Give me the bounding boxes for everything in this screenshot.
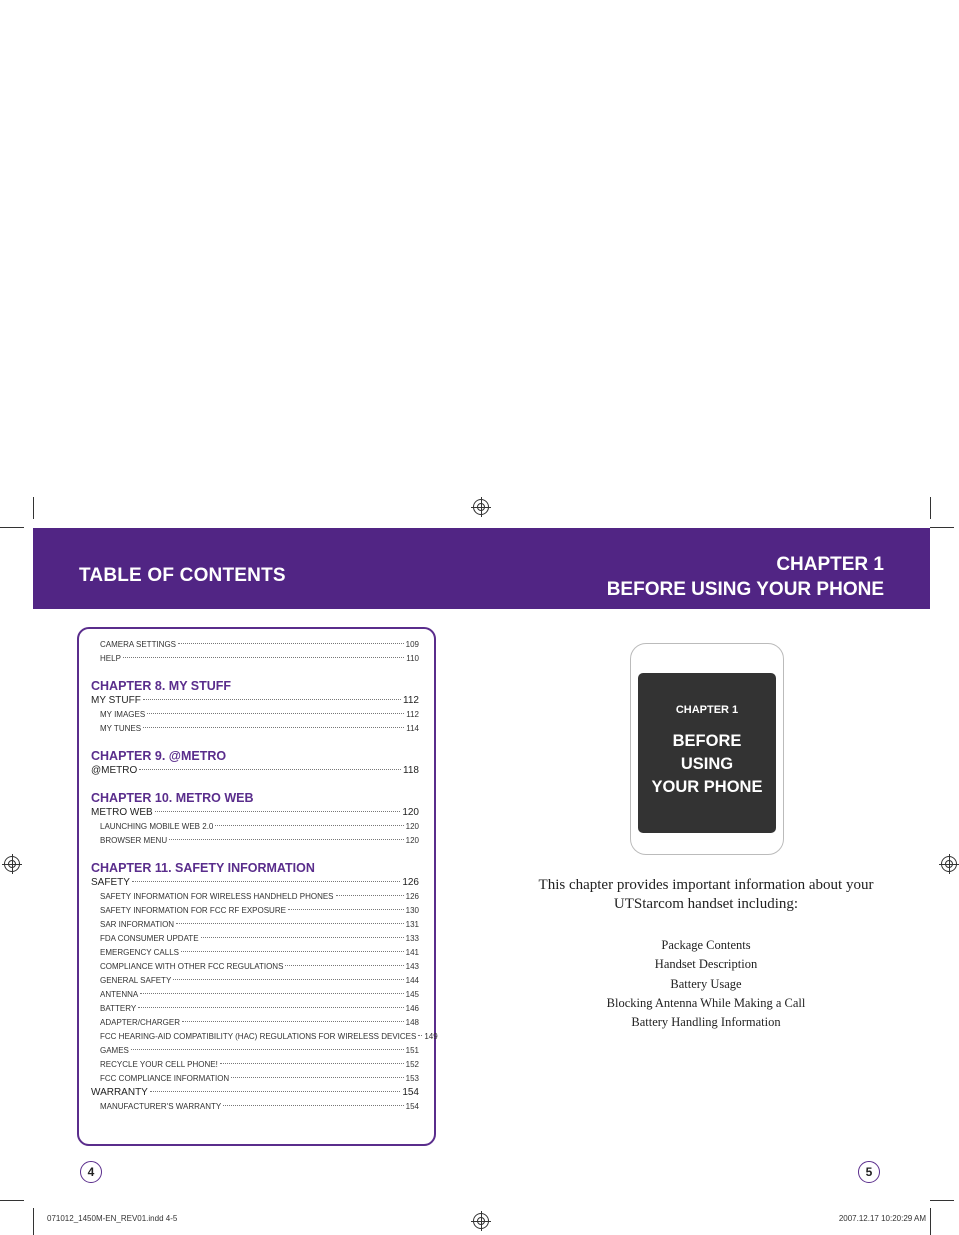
toc-entry-title: SAFETY <box>91 877 130 888</box>
footer-timestamp: 2007.12.17 10:20:29 AM <box>838 1214 926 1223</box>
dot-leader <box>176 923 404 924</box>
toc-subentry[interactable] <box>91 1058 419 1072</box>
toc-subentry[interactable] <box>91 932 419 946</box>
toc-entry-title: GENERAL SAFETY <box>100 976 172 985</box>
page-number-left: 4 <box>80 1161 102 1183</box>
dot-leader <box>155 811 401 812</box>
dot-leader <box>231 1077 403 1078</box>
toc-subentry[interactable] <box>91 1002 419 1016</box>
toc-subentry[interactable] <box>91 1044 419 1058</box>
toc-entry-page: 109 <box>405 640 419 649</box>
footer-file-info: 071012_1450M-EN_REV01.indd 4-5 <box>47 1214 178 1223</box>
toc-subentry[interactable] <box>91 708 419 722</box>
registration-mark-icon <box>4 856 20 872</box>
topic-list <box>586 936 826 1032</box>
crop-mark <box>930 527 954 528</box>
registration-mark-icon <box>473 1213 489 1229</box>
toc-subentry[interactable] <box>91 834 419 848</box>
toc-entry-title: CAMERA SETTINGS <box>100 640 177 649</box>
toc-entry-page: 133 <box>405 934 419 943</box>
toc-entry-page: 120 <box>405 836 419 845</box>
toc-entry-page: 149 <box>424 1032 438 1041</box>
toc-entry-title: SAR INFORMATION <box>100 920 175 929</box>
toc-subentry[interactable] <box>91 820 419 834</box>
toc-list <box>91 638 438 1114</box>
toc-entry-title: MY TUNES <box>100 724 142 733</box>
toc-entry-title: SAFETY INFORMATION FOR WIRELESS HANDHELD PHONES <box>100 892 334 901</box>
dot-leader <box>182 1021 404 1022</box>
phone-screen <box>638 673 776 833</box>
toc-subentry[interactable] <box>91 1072 419 1086</box>
topic-item: Package Contents <box>661 938 751 952</box>
chapter-heading-line2: BEFORE USING YOUR PHONE <box>606 579 884 600</box>
toc-entry-title: ADAPTER/CHARGER <box>100 1018 181 1027</box>
toc-entry[interactable] <box>91 876 419 890</box>
toc-entry-title: GAMES <box>100 1046 129 1055</box>
toc-entry-page: 112 <box>403 695 419 706</box>
toc-entry-page: 152 <box>405 1060 419 1069</box>
screen-title-line1: BEFORE <box>672 732 742 750</box>
toc-entry-title: METRO WEB <box>91 807 153 818</box>
chapter-heading <box>607 552 884 602</box>
dot-leader <box>173 979 403 980</box>
toc-subentry[interactable] <box>91 638 419 652</box>
dot-leader <box>123 657 404 658</box>
toc-entry-page: 144 <box>405 976 419 985</box>
crop-mark <box>0 527 24 528</box>
page-number-right: 5 <box>858 1161 880 1183</box>
crop-mark <box>33 1208 34 1235</box>
screen-title-line2: USING <box>680 755 734 773</box>
toc-entry-title: EMERGENCY CALLS <box>100 948 179 957</box>
toc-entry-page: 120 <box>405 822 419 831</box>
toc-entry-page: 143 <box>405 962 419 971</box>
dot-leader <box>143 699 401 700</box>
crop-mark <box>33 497 34 519</box>
dot-leader <box>178 643 404 644</box>
topic-item: Battery Handling Information <box>631 1015 781 1030</box>
registration-mark-icon <box>941 856 957 872</box>
toc-entry-title: BROWSER MENU <box>100 836 168 845</box>
toc-entry-title: FCC HEARING-AID COMPATIBILITY (HAC) REGULATIONS FOR WIRELESS DEVICES <box>100 1032 417 1041</box>
dot-leader <box>143 727 404 728</box>
crop-mark <box>930 1200 954 1201</box>
toc-subentry[interactable] <box>91 904 419 918</box>
chapter-heading-line1: CHAPTER 1 <box>776 554 884 575</box>
dot-leader <box>220 1063 404 1064</box>
toc-subentry[interactable] <box>91 890 419 904</box>
dot-leader <box>140 993 403 994</box>
toc-entry-page: 153 <box>405 1074 419 1083</box>
toc-entry-page: 112 <box>406 710 419 719</box>
toc-entry-page: 146 <box>405 1004 419 1013</box>
dot-leader <box>181 951 404 952</box>
toc-subentry[interactable] <box>91 960 419 974</box>
dot-leader <box>147 713 404 714</box>
topic-item: Handset Description <box>654 957 758 972</box>
toc-entry[interactable] <box>91 764 419 778</box>
registration-mark-icon <box>473 499 489 515</box>
crop-mark <box>930 497 931 519</box>
dot-leader <box>223 1105 403 1106</box>
toc-subentry[interactable] <box>91 652 419 666</box>
toc-entry-page: 141 <box>405 948 419 957</box>
toc-subentry[interactable] <box>91 1100 419 1114</box>
toc-entry-title: LAUNCHING MOBILE WEB 2.0 <box>100 822 214 831</box>
dot-leader <box>132 881 400 882</box>
toc-entry-page: 114 <box>406 724 419 733</box>
topic-item: Blocking Antenna While Making a Call <box>606 995 806 1010</box>
intro-paragraph: This chapter provides important information about your UTStarcom handset including: <box>538 877 874 912</box>
dot-leader <box>418 1035 422 1036</box>
toc-entry-page: 154 <box>402 1087 419 1098</box>
toc-entry-title: RECYCLE YOUR CELL PHONE! <box>100 1060 218 1069</box>
toc-entry-page: 110 <box>406 654 419 663</box>
dot-leader <box>215 825 403 826</box>
screen-title-line3: YOUR PHONE <box>651 778 763 796</box>
crop-mark <box>930 1208 931 1235</box>
toc-entry-title: MY IMAGES <box>100 710 146 719</box>
toc-entry-page: 145 <box>405 990 419 999</box>
toc-entry-title: FCC COMPLIANCE INFORMATION <box>100 1074 230 1083</box>
dot-leader <box>201 937 404 938</box>
toc-entry-title: SAFETY INFORMATION FOR FCC RF EXPOSURE <box>100 906 286 915</box>
toc-entry-title: ANTENNA <box>100 990 139 999</box>
toc-entry-page: 118 <box>403 765 419 776</box>
toc-subentry[interactable] <box>91 918 419 932</box>
dot-leader <box>139 769 401 770</box>
toc-entry[interactable] <box>91 806 419 820</box>
dot-leader <box>336 895 404 896</box>
toc-entry-page: 120 <box>402 807 419 818</box>
toc-entry-page: 126 <box>402 877 419 888</box>
screen-title <box>638 730 776 799</box>
toc-entry-page: 126 <box>405 892 419 901</box>
topic-item: Battery Usage <box>670 976 742 991</box>
toc-entry[interactable] <box>91 1086 419 1100</box>
toc-entry-title: MY STUFF <box>91 695 141 706</box>
toc-chapter-heading: CHAPTER 8. MY STUFF <box>91 679 232 693</box>
toc-entry-page: 154 <box>405 1102 419 1111</box>
screen-chapter-label: CHAPTER 1 <box>675 704 739 716</box>
toc-entry-title: @METRO <box>91 765 138 776</box>
toc-chapter-heading: CHAPTER 10. METRO WEB <box>91 791 254 805</box>
toc-subentry[interactable] <box>91 974 419 988</box>
toc-entry-title: BATTERY <box>100 1004 137 1013</box>
dot-leader <box>285 965 403 966</box>
toc-chapter-heading: CHAPTER 11. SAFETY INFORMATION <box>91 861 315 875</box>
toc-subentry[interactable] <box>91 1016 419 1030</box>
toc-entry[interactable] <box>91 694 419 708</box>
toc-chapter-heading: CHAPTER 9. @METRO <box>91 749 227 763</box>
toc-subentry[interactable] <box>91 1030 438 1044</box>
toc-heading: TABLE OF CONTENTS <box>79 565 286 586</box>
toc-entry-page: 130 <box>405 906 419 915</box>
toc-entry-title: WARRANTY <box>91 1087 148 1098</box>
toc-subentry[interactable] <box>91 988 419 1002</box>
dot-leader <box>138 1007 403 1008</box>
crop-mark <box>0 1200 24 1201</box>
dot-leader <box>169 839 404 840</box>
toc-entry-page: 148 <box>405 1018 419 1027</box>
toc-subentry[interactable] <box>91 946 419 960</box>
dot-leader <box>150 1091 400 1092</box>
toc-entry-title: FDA CONSUMER UPDATE <box>100 934 199 943</box>
dot-leader <box>288 909 404 910</box>
toc-entry-title: COMPLIANCE WITH OTHER FCC REGULATIONS <box>100 962 284 971</box>
toc-entry-page: 151 <box>405 1046 419 1055</box>
toc-subentry[interactable] <box>91 722 419 736</box>
toc-entry-title: MANUFACTURER'S WARRANTY <box>100 1102 222 1111</box>
dot-leader <box>131 1049 404 1050</box>
toc-entry-page: 131 <box>405 920 419 929</box>
toc-entry-title: HELP <box>100 654 121 663</box>
